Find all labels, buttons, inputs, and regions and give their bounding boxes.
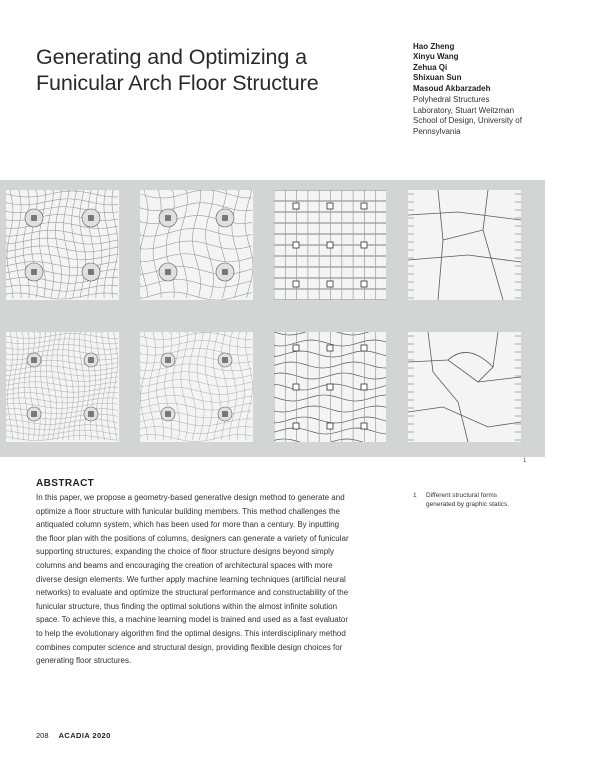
paper-title [36,44,396,96]
structure-panel-wavy-dense-fine [6,332,119,442]
author-list [413,42,583,94]
affiliation-line: Pennsylvania [413,126,461,136]
abstract-line: antiquated column system, which has been used for more than a century. By inputting [36,520,340,530]
structure-panel-wavy-dense [6,190,119,300]
abstract-line: the floor plan with the positions of columns, designers can generate a variety of funicular [36,533,349,543]
abstract-line: supporting structures, expanding the choice of floor structure designs beyond simply [36,547,334,557]
author-name: Zehua Qi [413,62,448,72]
structure-panel-irregular [408,190,521,300]
structure-pattern-graphic [274,190,387,300]
structure-pattern-graphic [140,332,253,442]
abstract-line: space. To achieve this, a machine learning model is trained and used as a fast evaluator [36,615,349,625]
author-name: Shixuan Sun [413,73,462,83]
structure-pattern-graphic [274,332,387,442]
structure-pattern-graphic [140,190,253,300]
author-name: Masoud Akbarzadeh [413,83,491,93]
affiliation [413,95,543,137]
figure-number: 1 [523,458,527,464]
abstract-line: combines computer science and structural design, providing flexible design choices for [36,642,343,652]
page-number: 208 [36,731,49,740]
abstract-line: optimize a floor structure with funicular building members. This method challenges the [36,506,340,516]
structure-panel-grid-wavy [274,332,387,442]
structure-pattern-graphic [408,190,521,300]
abstract-line: networks) to evaluate and optimize the structural performance and constructability of the [36,588,349,598]
affiliation-line: Laboratory, Stuart Weitzman [413,105,515,115]
caption-line: generated by graphic statics. [426,501,510,508]
structure-panel-wavy-sparse-fine [140,332,253,442]
caption-line: Different structural forms [426,492,498,499]
abstract-line: diverse design elements. We further apply machine learning techniques (artificial neural [36,574,346,584]
structure-panel-grid-columns [274,190,387,300]
abstract-line: generating floor structures. [36,656,132,666]
abstract-body [36,491,396,668]
abstract-line: columns and beams and encouraging the creation of architectural spaces with more [36,560,333,570]
structure-pattern-graphic [408,332,521,442]
abstract-line: In this paper, we propose a geometry-based generative design method to generate and [36,493,345,502]
abstract-heading: ABSTRACT [36,478,95,489]
structural-forms-figure [0,180,545,457]
structure-pattern-graphic [6,190,119,300]
caption-number: 1 [413,492,417,499]
author-name: Hao Zheng [413,42,455,51]
abstract-line: funicular structure, thus finding the optimal solutions within the almost infinite solution [36,601,338,611]
structure-panel-irregular-flow [408,332,521,442]
title-line-1: Generating and Optimizing a [36,45,307,69]
structure-pattern-graphic [6,332,119,442]
conference-name: ACADIA 2020 [58,731,111,740]
affiliation-line: School of Design, University of [413,116,522,125]
title-line-2: Funicular Arch Floor Structure [36,71,319,95]
structure-panel-wavy-sparse [140,190,253,300]
page-footer [36,731,111,740]
affiliation-line: Polyhedral Structures [413,95,490,104]
abstract-line: to help the evolutionary algorithm find the optimal designs. This interdisciplinary method [36,628,346,638]
author-name: Xinyu Wang [413,52,459,62]
